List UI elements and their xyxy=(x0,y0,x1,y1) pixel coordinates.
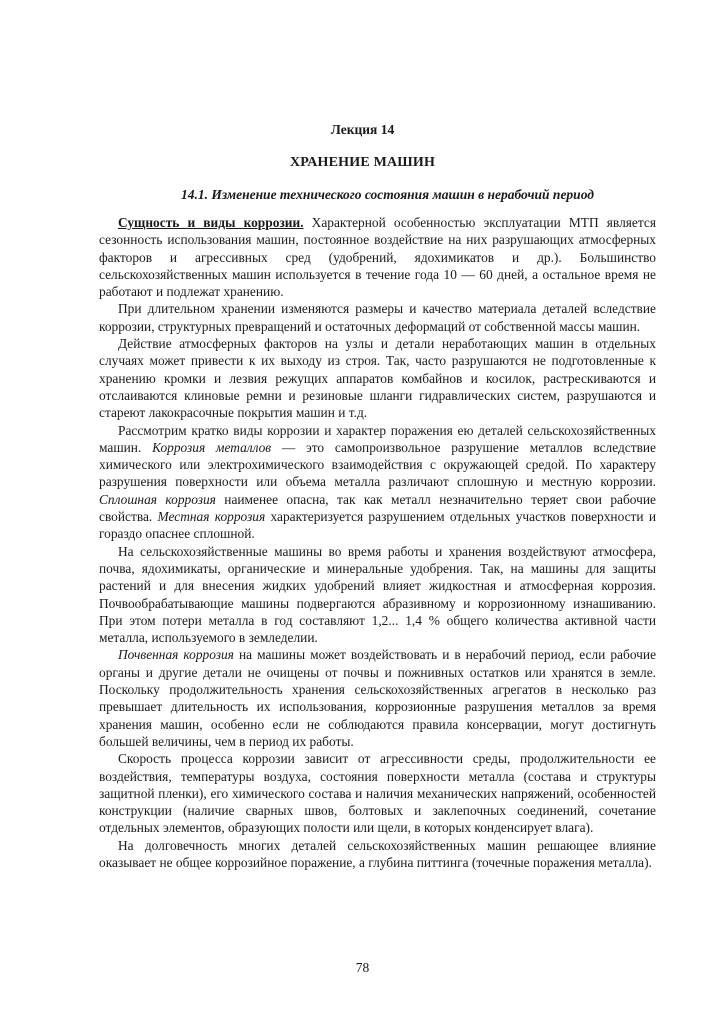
paragraph-4-text-a: Рассмотрим кратко виды коррозии и характер поражения ею деталей сельскохозяйственных машин. xyxy=(99,422,656,455)
section-title: 14.1. Изменение технического состояния машин в нерабочий период xyxy=(181,187,594,202)
paragraph-lead-heading: Сущность и виды коррозии. xyxy=(118,215,304,230)
paragraph-5: На сельскохозяйственные машины во время работы и хранения воздействуют атмосфера, почва, ядохимикаты, органические и минеральные удобрения. Так, на машины для защиты растений и для внесения жидких удобрений влияет жидкостная и атмосферная коррозия. Почвообрабатывающие машины подвергаются абразивному и коррозионному изнашиванию. При этом потери металла в год составляют 1,2... 1,4 % общего количества активной части металла, используемого в земледелии. xyxy=(99,543,656,646)
lecture-title: Лекция 14 xyxy=(330,122,395,137)
term-general-corrosion: Сплошная коррозия xyxy=(99,491,216,507)
page-number: 78 xyxy=(355,960,370,975)
term-soil-corrosion: Почвенная коррозия xyxy=(118,647,234,663)
paragraph-6-text: на машины может воздействовать и в нерабочий период, если рабочие органы и другие детали не очищены от почвы и пожнивных остатков или хранятся в земле. Поскольку продолжительность хранения сельскохозяйственных агрегатов в несколько раз превышает длительность их использования, коррозионные разрушения металлов за время хранения машин, особенно если не соблюдаются правила консервации, могут достигнуть большей величины, чем в период их работы. xyxy=(99,647,657,749)
paragraph-7: Скорость процесса коррозии зависит от агрессивности среды, продолжительности ее воздействия, температуры воздуха, состояния поверхности металла (состава и структуры защитной пленки), его химического состава и наличия механических напряжений, особенностей конструкции (наличие сварных швов, болтовых и заклепочных соединений, сочетание отдельных элементов, образующих полости или щели, в которых конденсирует влага). xyxy=(99,751,656,836)
paragraph-1 xyxy=(99,214,656,300)
paragraph-1-text: Характерной особенностью эксплуатации МТП является сезонность использования машин, постоянное воздействие на них разрушающих атмосферных факторов и агрессивных сред (удобрений, ядохимикатов и др.). Большинство сельскохозяйственных машин используется в течение года 10 — 60 дней, а остальное время не работают и подлежат хранению. xyxy=(99,215,656,300)
paragraph-8: На долговечность многих деталей сельскохозяйственных машин решающее влияние оказывает не общее коррозийное поражение, а глубина питтинга (точечные поражения металла). xyxy=(99,837,656,870)
paragraph-4-text-d: характеризуется разрушением отдельных участков поверхности и гораздо опаснее сплошной. xyxy=(99,509,657,542)
paragraph-4-text-b: — это самопроизвольное разрушение металлов вследствие химического или электрохимического взаимодействия с окружающей средой. По характеру разрушения поверхности или объема металла различают сплошную и местную коррозии. xyxy=(99,439,657,490)
term-metal-corrosion: Коррозия металлов xyxy=(152,439,272,455)
paragraph-2: При длительном хранении изменяются размеры и качество материала деталей вследствие коррозии, структурных превращений и остаточных деформаций от собственной массы машин. xyxy=(99,301,656,334)
paragraph-6 xyxy=(99,646,656,750)
body-text xyxy=(99,214,656,871)
paragraph-3: Действие атмосферных факторов на узлы и детали неработающих машин в отдельных случаях может привести к их выходу из строя. Так, часто разрушаются не подготовленные к хранению кромки и лезвия режущих аппаратов комбайнов и косилок, растрескиваются и отслаиваются клиновые ремни и резиновые шланги гидравлических систем, разрушаются и стареют лакокрасочные покрытия машин и т.д. xyxy=(99,336,656,421)
chapter-title: ХРАНЕНИЕ МАШИН xyxy=(289,155,436,170)
paragraph-4-text-c: наименее опасна, так как металл незначительно теряет свои рабочие свойства. xyxy=(99,491,656,525)
term-local-corrosion: Местная коррозия xyxy=(157,509,266,525)
paragraph-4 xyxy=(99,422,656,543)
